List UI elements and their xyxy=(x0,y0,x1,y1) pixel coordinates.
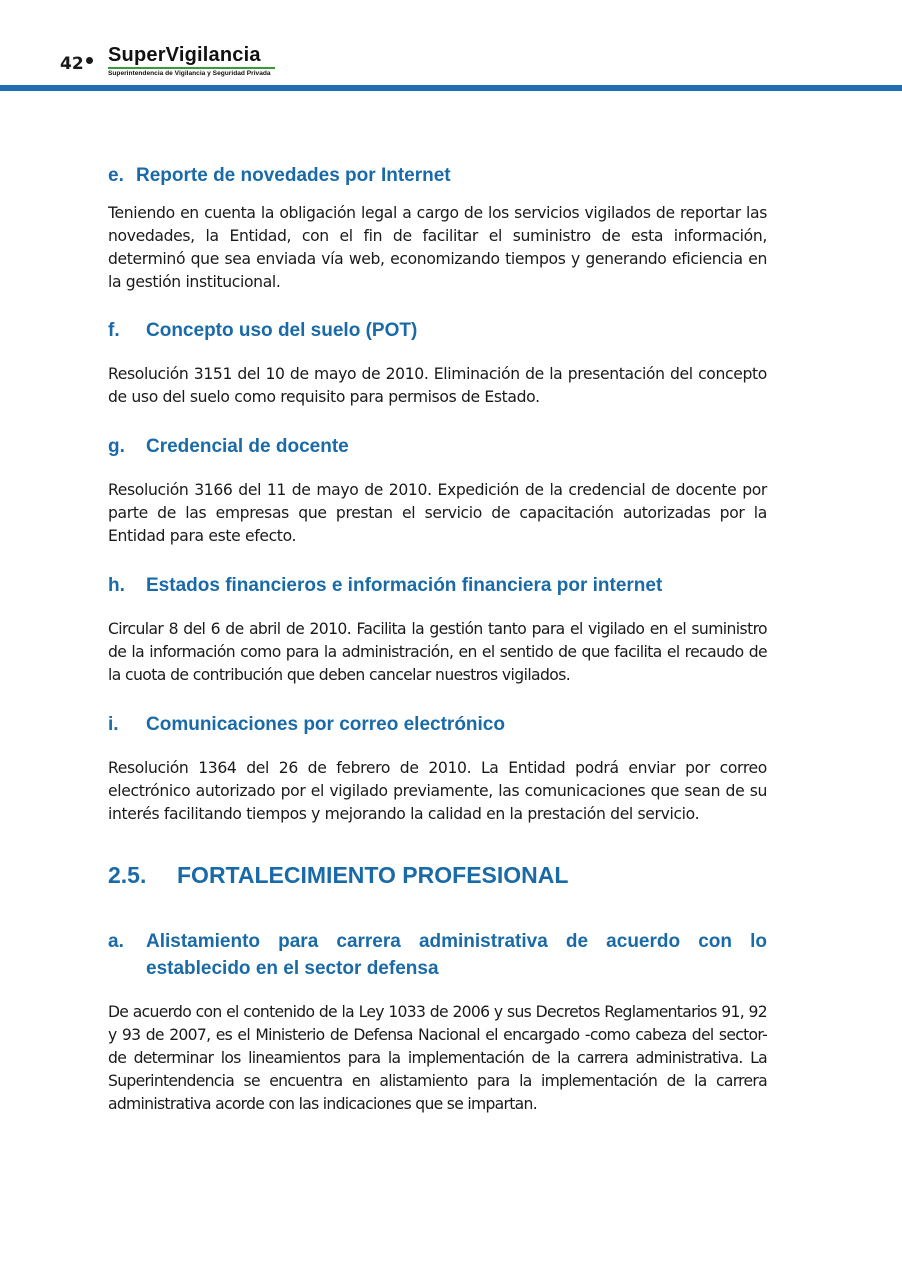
page-number: 42 xyxy=(60,54,84,74)
section-i xyxy=(108,711,767,826)
section-title: Credencial de docente xyxy=(146,436,349,457)
section-e xyxy=(108,162,767,294)
page-header xyxy=(0,0,902,92)
section-body: Resolución 3166 del 11 de mayo de 2010. Expedición de la credencial de docente por parte de las empresas que prestan el servicio de capacitación autorizadas por la Entidad para este efecto. xyxy=(108,481,767,545)
section-marker: h. xyxy=(108,575,125,596)
section-body: Teniendo en cuenta la obligación legal a cargo de los servicios vigilados de reportar las novedades, la Entidad, con el fin de facilitar el suministro de esta información, determinó que sea enviada vía web, economizando tiempos y generando eficiencia en la gestión institucional. xyxy=(108,204,767,291)
section-marker: a. xyxy=(108,931,124,952)
chapter-number: 2.5. xyxy=(108,862,147,888)
chapter-title: FORTALECIMIENTO PROFESIONAL xyxy=(177,862,569,888)
section-marker: g. xyxy=(108,436,125,457)
section-heading xyxy=(108,162,767,189)
bullet-dot-icon xyxy=(86,57,93,64)
section-a xyxy=(108,928,767,1116)
section-heading xyxy=(108,928,767,982)
section-title: Estados financieros e información financiera por internet xyxy=(146,575,663,596)
section-heading xyxy=(108,317,767,344)
logo-title: SuperVigilancia xyxy=(108,44,261,66)
section-body: Resolución 1364 del 26 de febrero de 2010. La Entidad podrá enviar por correo electrónico autorizado por el vigilado previamente, las comunicaciones que sean de su interés facilitando tiempos y mejorando la calidad en la prestación del servicio. xyxy=(108,759,767,823)
section-title: Alistamiento para carrera administrativa de acuerdo con lo establecido en el sector defensa xyxy=(146,931,767,979)
section-heading xyxy=(108,711,767,738)
page-content xyxy=(108,162,767,1116)
logo-underline xyxy=(108,67,275,69)
section-title: Reporte de novedades por Internet xyxy=(136,165,451,186)
section-g xyxy=(108,433,767,548)
section-marker: i. xyxy=(108,714,119,735)
logo-subtitle: Superintendencia de Vigilancia y Seguridad Privada xyxy=(108,70,271,77)
section-body: De acuerdo con el contenido de la Ley 1033 de 2006 y sus Decretos Reglamentarios 91, 92 y 93 de 2007, es el Ministerio de Defensa Nacional el encargado -como cabeza del sector- de determinar los lineamientos para la implementación de la carrera administrativa. La Superintendencia se encuentra en alistamiento para la implementación de la carrera administrativa acorde con las indicaciones que se impartan. xyxy=(108,1003,767,1113)
section-title: Concepto uso del suelo (POT) xyxy=(146,320,418,341)
section-marker: e. xyxy=(108,165,124,186)
section-marker: f. xyxy=(108,320,120,341)
section-heading xyxy=(108,433,767,460)
section-title: Comunicaciones por correo electrónico xyxy=(146,714,505,735)
supervigilancia-logo xyxy=(108,44,275,77)
section-f xyxy=(108,317,767,409)
section-body: Circular 8 del 6 de abril de 2010. Facilita la gestión tanto para el vigilado en el suministro de la información como para la administración, en el sentido de que facilita el recaudo de la cuota de contribución que deben cancelar nuestros vigilados. xyxy=(108,620,767,684)
section-heading xyxy=(108,572,767,599)
header-divider-bar xyxy=(0,85,902,91)
chapter-heading xyxy=(108,860,767,890)
section-h xyxy=(108,572,767,687)
section-body: Resolución 3151 del 10 de mayo de 2010. Eliminación de la presentación del concepto de uso del suelo como requisito para permisos de Estado. xyxy=(108,365,767,406)
